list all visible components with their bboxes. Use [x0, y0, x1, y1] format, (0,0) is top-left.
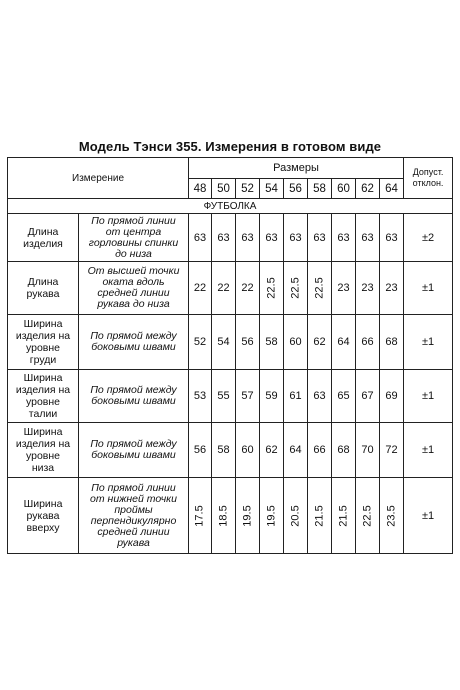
- measurement-table: [7, 157, 453, 554]
- value-cell: 63: [308, 214, 332, 262]
- value-text: 19.5: [265, 504, 278, 527]
- value-cell: [189, 478, 212, 554]
- value-text: 22.5: [265, 277, 278, 299]
- measurement-description-line: боковыми швами: [91, 395, 176, 407]
- value-cell: 63: [332, 214, 356, 262]
- value-cell: 23: [332, 262, 356, 315]
- size-header-cell: 62: [356, 179, 380, 199]
- value-cell: [260, 478, 284, 554]
- sizes-header: Размеры: [189, 158, 404, 179]
- measurement-name-line: талии: [28, 408, 58, 420]
- measurement-name: [8, 370, 79, 423]
- measurement-name-line: изделия на: [15, 384, 71, 396]
- value-cell: 53: [189, 370, 212, 423]
- value-cell: 66: [308, 423, 332, 478]
- value-text: 21.5: [313, 504, 326, 527]
- value-cell: 58: [212, 423, 236, 478]
- size-header-cell: 54: [260, 179, 284, 199]
- measurement-description: [79, 370, 189, 423]
- value-cell: 63: [260, 214, 284, 262]
- measurement-name: [8, 423, 79, 478]
- value-cell: [308, 262, 332, 315]
- value-cell: 56: [189, 423, 212, 478]
- measurement-name-line: уровне: [25, 450, 61, 462]
- measurement-description-line: рукава до низа: [97, 298, 170, 310]
- value-cell: 63: [236, 214, 260, 262]
- value-cell: 60: [236, 423, 260, 478]
- value-cell: 60: [284, 315, 308, 370]
- size-header-cell: 58: [308, 179, 332, 199]
- measurement-name-line: изделия на: [15, 438, 71, 450]
- measurement-name-line: изделия на: [15, 330, 71, 342]
- value-cell: [284, 262, 308, 315]
- measurement-name-line: Ширина: [23, 372, 63, 384]
- measurement-name-line: низа: [31, 462, 55, 474]
- measurement-description-line: проймы: [114, 503, 153, 516]
- page-title: Модель Тэнси 355. Измерения в готовом виде: [78, 139, 382, 154]
- tolerance-cell: ±1: [404, 370, 453, 423]
- value-cell: 23: [380, 262, 404, 315]
- measurement-name: [8, 214, 79, 262]
- measurement-name-line: рукава: [26, 509, 60, 522]
- measurement-name-line: изделия: [23, 237, 63, 250]
- value-cell: [380, 478, 404, 554]
- value-cell: [308, 478, 332, 554]
- value-cell: 63: [380, 214, 404, 262]
- measurement-name-line: уровне: [25, 396, 61, 408]
- value-text: 20.5: [289, 504, 302, 527]
- tolerance-cell: ±2: [404, 214, 453, 262]
- value-cell: 52: [189, 315, 212, 370]
- value-cell: 63: [308, 370, 332, 423]
- value-cell: 55: [212, 370, 236, 423]
- measurement-description-line: от нижней точки: [90, 492, 177, 505]
- measurement-description: [79, 423, 189, 478]
- measurement-name-line: Ширина: [23, 497, 63, 510]
- value-cell: 67: [356, 370, 380, 423]
- value-cell: 22: [189, 262, 212, 315]
- value-text: 21.5: [337, 504, 350, 527]
- measurement-header: Измерение: [8, 158, 189, 199]
- value-cell: 64: [284, 423, 308, 478]
- tolerance-cell: ±1: [404, 262, 453, 315]
- size-header-cell: 52: [236, 179, 260, 199]
- size-header-cell: 48: [189, 179, 212, 199]
- value-cell: 69: [380, 370, 404, 423]
- measurement-name-line: вверху: [26, 521, 60, 534]
- value-cell: 56: [236, 315, 260, 370]
- measurement-description-line: горловины спинки: [88, 236, 179, 249]
- measurement-description-line: средней линии: [97, 287, 170, 299]
- size-header-cell: 56: [284, 179, 308, 199]
- value-cell: 58: [260, 315, 284, 370]
- value-cell: 61: [284, 370, 308, 423]
- value-text: 18.5: [217, 504, 230, 527]
- measurement-description-line: По прямой линии: [91, 481, 176, 494]
- value-cell: 57: [236, 370, 260, 423]
- tolerance-cell: ±1: [404, 478, 453, 554]
- measurement-description: [79, 315, 189, 370]
- tolerance-header-line: отклон.: [412, 178, 444, 188]
- value-cell: 64: [332, 315, 356, 370]
- measurement-description-line: до низа: [115, 247, 152, 260]
- value-text: 23.5: [385, 504, 398, 527]
- size-header-cell: 60: [332, 179, 356, 199]
- measurement-description-line: По прямой между: [90, 438, 177, 450]
- measurement-description-line: боковыми швами: [91, 341, 176, 353]
- measurement-description: [79, 262, 189, 315]
- value-cell: 54: [212, 315, 236, 370]
- measurement-description-line: оката вдоль: [102, 276, 165, 288]
- value-cell: 62: [308, 315, 332, 370]
- tolerance-header-line: Допуст.: [412, 167, 444, 177]
- value-cell: 63: [356, 214, 380, 262]
- measurement-description-line: боковыми швами: [91, 449, 176, 461]
- measurement-name: [8, 478, 79, 554]
- measurement-row: [8, 214, 453, 262]
- size-header-cell: 64: [380, 179, 404, 199]
- value-cell: 23: [356, 262, 380, 315]
- tolerance-header: [404, 158, 453, 199]
- value-cell: 68: [332, 423, 356, 478]
- measurement-name-line: Ширина: [23, 318, 63, 330]
- value-cell: [212, 478, 236, 554]
- value-cell: 63: [212, 214, 236, 262]
- value-text: 22.5: [361, 504, 374, 527]
- value-cell: 22: [212, 262, 236, 315]
- value-text: 22.5: [289, 277, 302, 299]
- measurement-name-line: Ширина: [23, 426, 63, 438]
- value-text: 22.5: [313, 277, 326, 299]
- measurement-row: [8, 370, 453, 423]
- value-cell: [332, 478, 356, 554]
- measurement-name-line: рукава: [26, 288, 60, 300]
- measurement-name-line: Длина: [27, 225, 59, 238]
- measurement-description-line: От высшей точки: [87, 265, 180, 277]
- measurement-description-line: от центра: [105, 225, 162, 238]
- value-cell: 66: [356, 315, 380, 370]
- measurement-description-line: рукава: [117, 536, 150, 549]
- value-cell: 59: [260, 370, 284, 423]
- value-cell: 70: [356, 423, 380, 478]
- value-cell: 63: [284, 214, 308, 262]
- value-cell: 68: [380, 315, 404, 370]
- measurement-name-line: груди: [29, 354, 57, 366]
- value-cell: [260, 262, 284, 315]
- measurement-name-line: Длина: [27, 276, 59, 288]
- value-cell: [284, 478, 308, 554]
- measurement-description-line: средней линии: [97, 525, 170, 538]
- measurement-name: [8, 262, 79, 315]
- measurement-name: [8, 315, 79, 370]
- value-text: 17.5: [194, 504, 207, 527]
- measurement-description: [79, 214, 189, 262]
- value-cell: [356, 478, 380, 554]
- measurement-description: [79, 478, 189, 554]
- size-header-cell: 50: [212, 179, 236, 199]
- value-cell: 62: [260, 423, 284, 478]
- measurement-description-line: По прямой линии: [91, 214, 176, 227]
- measurement-row: [8, 262, 453, 315]
- value-cell: 72: [380, 423, 404, 478]
- measurement-description-line: По прямой между: [90, 384, 177, 396]
- measurement-name-line: уровне: [25, 342, 61, 354]
- section-row: [8, 199, 453, 214]
- value-cell: 65: [332, 370, 356, 423]
- measurement-row: [8, 315, 453, 370]
- value-cell: 63: [189, 214, 212, 262]
- section-label: ФУТБОЛКА: [8, 199, 453, 214]
- measurement-description-line: перпендикулярно: [90, 514, 177, 527]
- tolerance-cell: ±1: [404, 423, 453, 478]
- measurement-row: [8, 478, 453, 554]
- value-text: 19.5: [241, 504, 254, 527]
- value-cell: [236, 478, 260, 554]
- measurement-row: [8, 423, 453, 478]
- measurement-description-line: По прямой между: [90, 330, 177, 342]
- value-cell: 22: [236, 262, 260, 315]
- tolerance-cell: ±1: [404, 315, 453, 370]
